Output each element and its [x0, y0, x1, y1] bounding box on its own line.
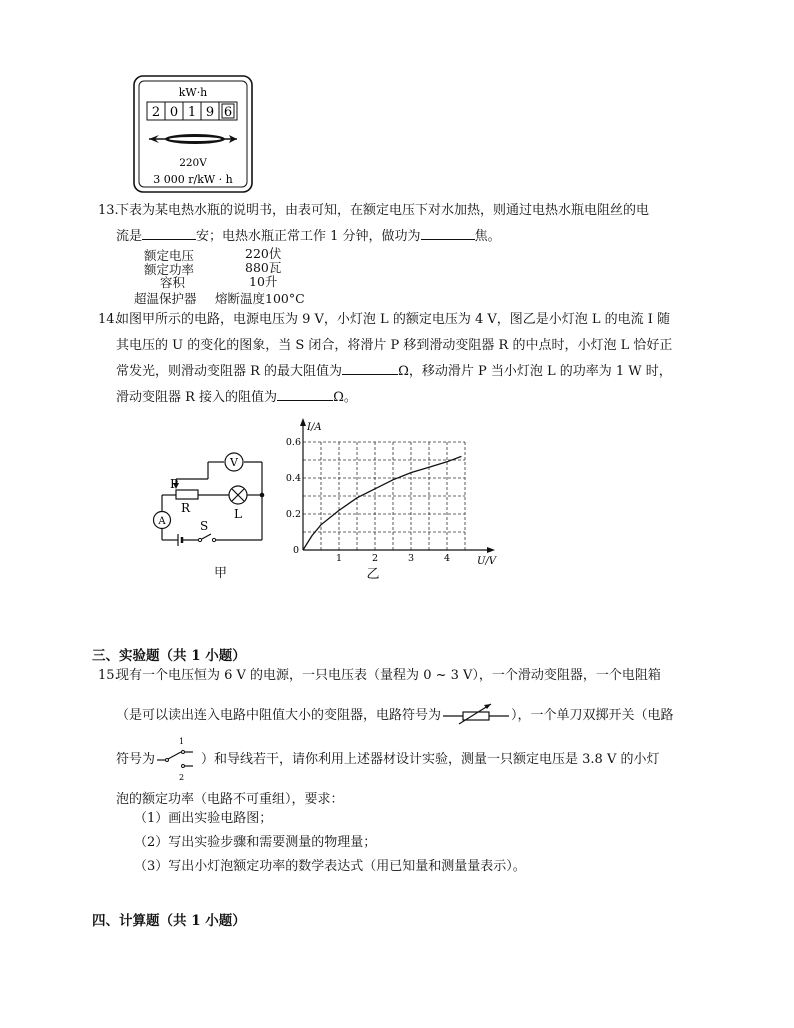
- meter-rating: 3 000 r/kW · h: [153, 173, 233, 186]
- spec-label: 额定功率: [144, 262, 195, 277]
- meter-digit: 0: [169, 105, 179, 120]
- question-text: Ω。: [333, 390, 357, 405]
- answer-blank[interactable]: [142, 225, 196, 240]
- meter-disc-icon: [149, 134, 237, 144]
- question-text: 常发光，则滑动变阻器 R 的最大阻值为: [116, 364, 343, 379]
- question-number: 14.: [98, 312, 119, 327]
- question-text: 安；电热水瓶正常工作 1 分钟，做功为: [196, 229, 421, 244]
- switch-label: S: [200, 519, 209, 533]
- meter-digit: 6: [223, 105, 233, 120]
- switch-terminal-2-label: 2: [179, 773, 185, 782]
- x-tick-label: 2: [371, 553, 379, 564]
- x-axis-label: U/V: [477, 556, 497, 567]
- question-text: 符号为: [116, 752, 156, 767]
- meter-digit: 2: [151, 105, 161, 120]
- section-title-experiment: 三、实验题（共 1 小题）: [92, 648, 246, 664]
- question-text: 滑动变阻器 R 接入的阻值为: [116, 390, 278, 405]
- question-text: 泡的额定功率（电路不可重组），要求：: [116, 792, 344, 807]
- meter-digit-row: [147, 102, 237, 120]
- question-text: （是可以读出连入电路中阻值大小的变阻器，电路符号为: [116, 708, 442, 723]
- chart-caption: 乙: [366, 567, 380, 582]
- answer-blank[interactable]: [421, 225, 475, 240]
- spec-value: 880瓦: [245, 260, 282, 275]
- spec-label: 超温保护器: [134, 291, 197, 306]
- question-text: 其电压的 U 的变化的图象，当 S 闭合，将滑片 P 移到滑动变阻器 R 的中点时，小灯泡 L 恰好正: [116, 338, 673, 353]
- question-text: 现有一个电压恒为 6 V 的电源，一只电压表（量程为 0 ~ 3 V），一个滑动变阻器，一个电阻箱: [116, 668, 661, 683]
- section-title-calculation: 四、计算题（共 1 小题）: [92, 913, 246, 929]
- question-text: 流是: [116, 229, 143, 244]
- spec-label: 容积: [160, 275, 186, 290]
- question-number: 15.: [98, 668, 119, 683]
- question-text: ）和导线若干，请你利用上述器材设计实验，测量一只额定电压是 3.8 V 的小灯: [201, 752, 660, 767]
- electricity-meter-figure: [133, 75, 253, 193]
- spdt-switch-symbol-icon: [155, 734, 201, 782]
- iu-curve: [303, 456, 461, 550]
- ammeter-label: A: [158, 516, 166, 527]
- requirement-item: （1）画出实验电路图；: [134, 811, 273, 826]
- electricity-meter-drawing: [133, 75, 253, 193]
- iu-chart-svg: [283, 414, 503, 582]
- answer-blank[interactable]: [342, 360, 398, 375]
- slider-label: P: [170, 477, 179, 491]
- x-axis-arrow-icon: [487, 547, 495, 553]
- meter-voltage: 220V: [179, 157, 207, 169]
- origin-label: 0: [292, 545, 299, 556]
- y-axis-arrow-icon: [300, 418, 306, 426]
- circuit-caption: 甲: [214, 566, 228, 581]
- question-15: [98, 666, 726, 812]
- spec-value: 220伏: [245, 246, 282, 261]
- x-tick-label: 3: [407, 553, 415, 564]
- y-axis-label: I/A: [307, 422, 322, 433]
- question-text: Ω，移动滑片 P 当小灯泡 L 的功率为 1 W 时，: [398, 364, 672, 379]
- answer-blank[interactable]: [277, 386, 333, 401]
- question-text: 如图甲所示的电路，电源电压为 9 V，小灯泡 L 的额定电压为 4 V，图乙是小灯泡 L 的电流 I 随: [116, 312, 671, 327]
- voltmeter-label: V: [230, 456, 238, 469]
- lamp-label: L: [234, 507, 242, 521]
- spec-label: 额定电压: [144, 248, 195, 263]
- switch-terminal-1-label: 1: [179, 737, 185, 746]
- question-14: [98, 307, 716, 411]
- iu-chart: [283, 414, 503, 582]
- spec-value: 10升: [249, 274, 278, 289]
- requirement-item: （3）写出小灯泡额定功率的数学表达式（用已知量和测量量表示）。: [134, 859, 526, 874]
- question-text: 下表为某电热水瓶的说明书，由表可知，在额定电压下对水加热，则通过电热水瓶电阻丝的电: [116, 203, 650, 218]
- y-tick-label: 0.4: [285, 473, 301, 484]
- x-tick-label: 1: [335, 553, 343, 564]
- circuit-diagram: [148, 452, 278, 582]
- y-tick-label: 0.2: [285, 509, 301, 520]
- meter-digit: 9: [205, 105, 215, 120]
- spec-value: 熔断温度100°C: [215, 291, 305, 306]
- question-text: ），一个单刀双掷开关（电路: [511, 708, 674, 723]
- question-number: 13.: [98, 203, 119, 218]
- resistor-label: R: [181, 501, 191, 515]
- question-text: 焦。: [474, 229, 501, 244]
- requirement-item: （2）写出实验步骤和需要测量的物理量；: [134, 835, 377, 850]
- circuit-drawing: [148, 452, 278, 582]
- meter-unit: kW·h: [178, 86, 208, 99]
- y-tick-label: 0.6: [285, 437, 301, 448]
- meter-digit: 1: [187, 105, 197, 120]
- x-tick-label: 4: [443, 553, 451, 564]
- question-13: [98, 198, 716, 250]
- resistance-box-symbol-icon: [441, 700, 511, 726]
